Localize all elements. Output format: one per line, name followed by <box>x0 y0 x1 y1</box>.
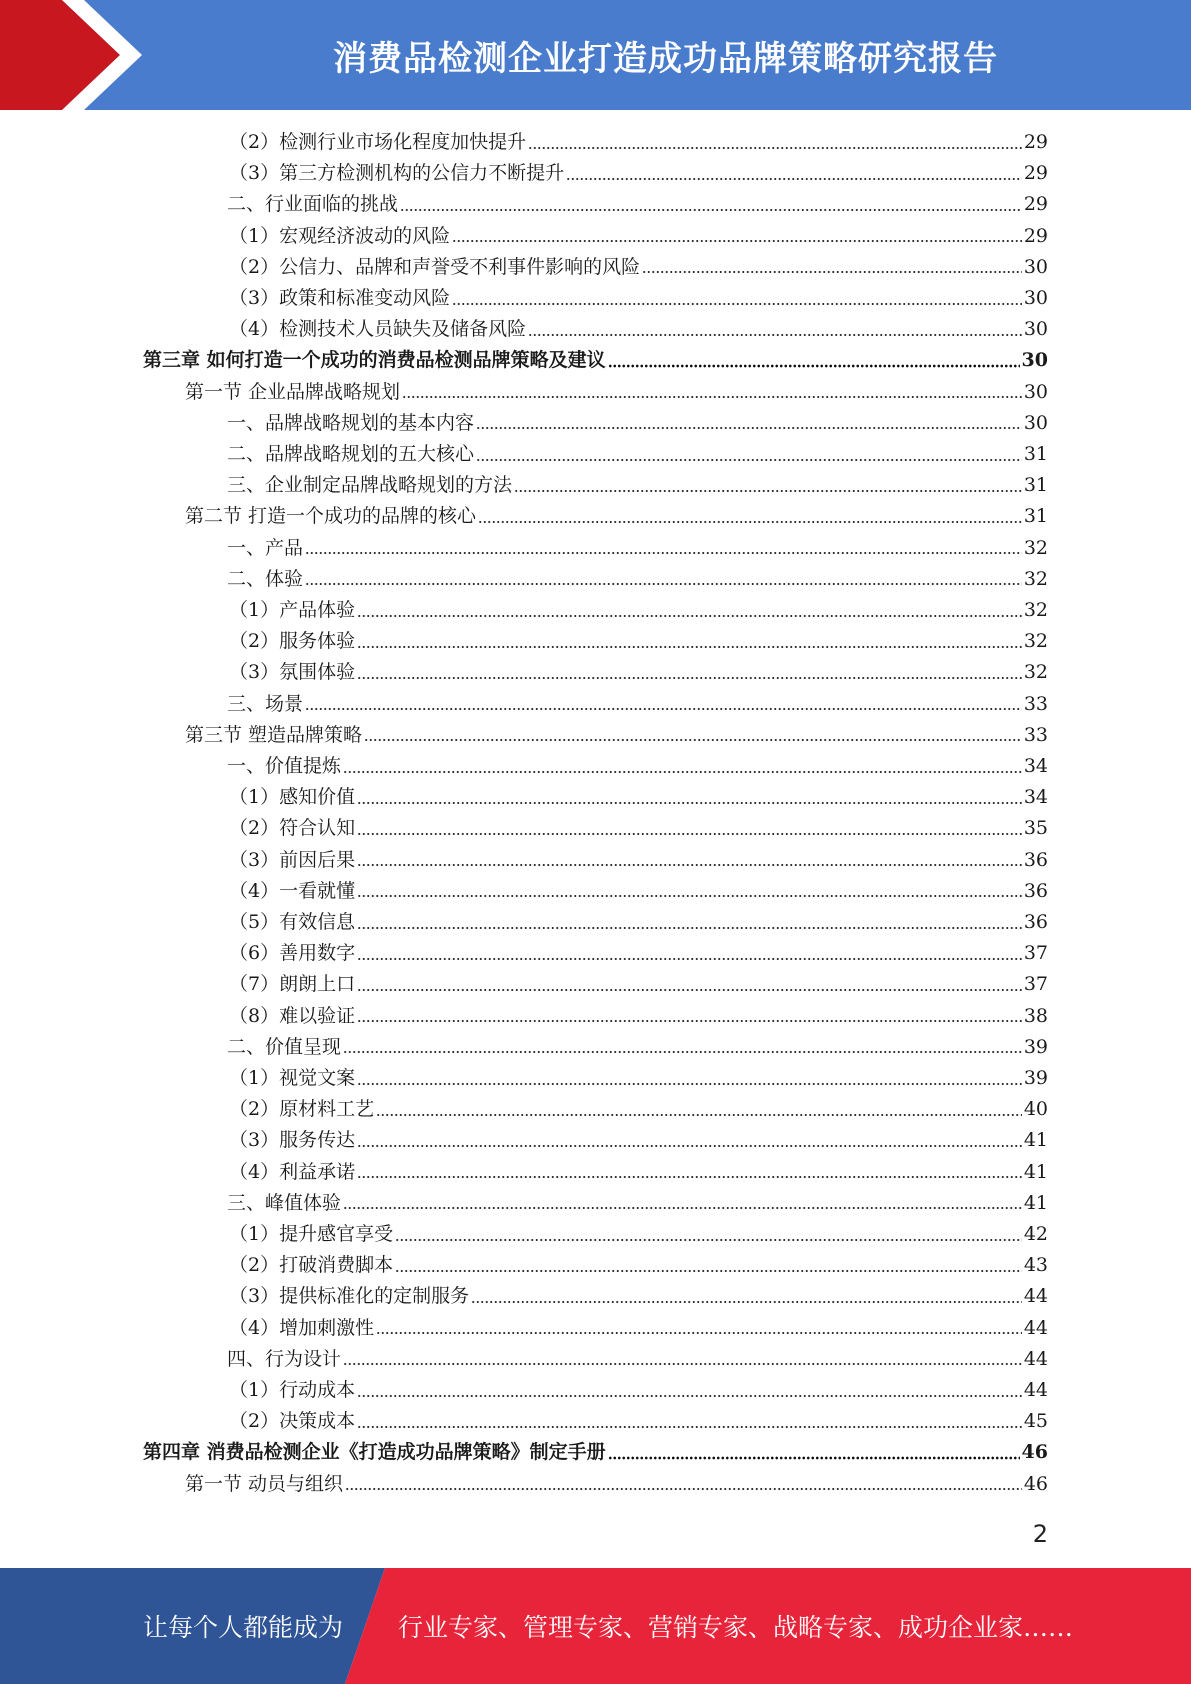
toc-entry-label: （3）服务传达 <box>229 1129 356 1152</box>
toc-entry-page: 41 <box>1023 1191 1048 1214</box>
toc-entry[interactable] <box>143 1437 1048 1468</box>
toc-entry-label: （3）氛围体验 <box>229 661 356 684</box>
toc-entry-label: 二、价值呈现 <box>227 1035 342 1058</box>
toc-entry[interactable] <box>229 1250 1048 1281</box>
toc-entry[interactable] <box>227 439 1048 470</box>
toc-entry[interactable] <box>227 1188 1048 1219</box>
toc-entry[interactable] <box>229 626 1048 657</box>
toc-dot-leader <box>471 1299 1022 1305</box>
document-title: 消费品检测企业打造成功品牌策略研究报告 <box>333 38 998 79</box>
toc-dot-leader <box>343 1361 1022 1367</box>
toc-dot-leader <box>642 269 1022 275</box>
toc-entry[interactable] <box>227 470 1048 501</box>
toc-entry-label: 二、品牌战略规划的五大核心 <box>227 443 475 465</box>
toc-dot-leader <box>400 207 1022 213</box>
toc-entry-page: 43 <box>1023 1254 1048 1277</box>
toc-entry[interactable] <box>143 345 1048 376</box>
arrow-decoration-icon <box>0 0 160 110</box>
toc-dot-leader <box>452 301 1022 307</box>
toc-entry-page: 34 <box>1023 755 1048 777</box>
toc-entry[interactable] <box>227 189 1048 220</box>
toc-dot-leader <box>357 987 1022 993</box>
toc-entry-label: （2）服务体验 <box>229 630 356 653</box>
toc-entry[interactable] <box>229 1094 1048 1125</box>
toc-entry-label: （3）政策和标准变动风险 <box>229 287 451 309</box>
toc-entry[interactable] <box>227 1032 1048 1063</box>
toc-entry-page: 40 <box>1023 1098 1048 1121</box>
toc-entry[interactable] <box>229 938 1048 969</box>
page-number: 2 <box>1032 1520 1048 1548</box>
toc-entry[interactable] <box>227 533 1048 564</box>
toc-entry-label: 第三章 如何打造一个成功的消费品检测品牌策略及建议 <box>143 349 606 372</box>
toc-entry-page: 32 <box>1023 661 1048 684</box>
toc-dot-leader <box>305 706 1022 712</box>
toc-dot-leader <box>343 1049 1022 1055</box>
toc-entry-label: （3）第三方检测机构的公信力不断提升 <box>229 162 565 185</box>
toc-dot-leader <box>478 519 1022 525</box>
toc-dot-leader <box>357 644 1022 650</box>
toc-entry[interactable] <box>227 689 1048 720</box>
toc-dot-leader <box>476 425 1022 431</box>
toc-entry-page: 46 <box>1023 1472 1048 1495</box>
toc-dot-leader <box>395 1237 1022 1243</box>
toc-entry-page: 44 <box>1023 1285 1048 1308</box>
toc-entry-page: 32 <box>1023 630 1048 653</box>
toc-entry-label: （6）善用数字 <box>229 942 356 965</box>
toc-dot-leader <box>357 1081 1022 1087</box>
toc-entry-label: （2）打破消费脚本 <box>229 1254 394 1277</box>
toc-entry-label: （4）增加刺激性 <box>229 1316 375 1339</box>
toc-entry-page: 44 <box>1023 1316 1048 1339</box>
toc-entry-page: 35 <box>1023 817 1048 840</box>
toc-entry-page: 46 <box>1021 1441 1048 1464</box>
toc-entry-page: 29 <box>1023 224 1048 247</box>
toc-entry-page: 33 <box>1023 692 1048 715</box>
toc-entry-page: 32 <box>1023 536 1048 559</box>
toc-entry[interactable] <box>185 1469 1048 1500</box>
toc-dot-leader <box>566 176 1022 182</box>
toc-entry-label: 二、体验 <box>227 567 304 590</box>
toc-entry-label: （2）符合认知 <box>229 817 356 840</box>
toc-entry-page: 29 <box>1023 131 1048 153</box>
toc-dot-leader <box>343 769 1022 775</box>
toc-entry-page: 45 <box>1023 1410 1048 1433</box>
toc-entry[interactable] <box>227 1344 1048 1375</box>
toc-entry[interactable] <box>227 751 1048 782</box>
toc-entry-page: 30 <box>1023 318 1048 341</box>
toc-entry-page: 30 <box>1023 287 1048 309</box>
toc-entry-label: （5）有效信息 <box>229 911 356 933</box>
toc-entry-page: 32 <box>1023 599 1048 621</box>
toc-entry-label: 一、价值提炼 <box>227 755 342 777</box>
toc-dot-leader <box>514 488 1022 494</box>
toc-entry-label: （1）视觉文案 <box>229 1067 356 1089</box>
toc-dot-leader <box>528 332 1022 338</box>
toc-dot-leader <box>357 893 1022 899</box>
toc-entry[interactable] <box>229 1001 1048 1032</box>
toc-dot-leader <box>608 363 1020 369</box>
toc-entry-page: 44 <box>1023 1347 1048 1370</box>
toc-entry-label: （1）感知价值 <box>229 786 356 809</box>
footer-slogan-right: 行业专家、管理专家、营销专家、战略专家、成功企业家…… <box>398 1613 1074 1642</box>
toc-entry-label: 一、产品 <box>227 536 304 559</box>
toc-dot-leader <box>402 394 1022 400</box>
toc-entry[interactable] <box>185 377 1048 408</box>
toc-entry-page: 31 <box>1023 443 1048 465</box>
toc-entry-label: （7）朗朗上口 <box>229 973 356 996</box>
toc-entry-page: 32 <box>1023 567 1048 590</box>
toc-dot-leader <box>357 1143 1022 1149</box>
toc-entry-page: 37 <box>1023 942 1048 965</box>
footer-slogan-left: 让每个人都能成为 <box>143 1613 344 1642</box>
toc-dot-leader <box>452 238 1022 244</box>
toc-dot-leader <box>376 1330 1022 1336</box>
toc-entry[interactable] <box>229 1313 1048 1344</box>
toc-entry-page: 36 <box>1023 879 1048 902</box>
toc-entry[interactable] <box>227 408 1048 439</box>
toc-entry-label: 第一节 动员与组织 <box>185 1472 344 1495</box>
toc-entry[interactable] <box>229 283 1048 314</box>
toc-dot-leader <box>357 800 1022 806</box>
toc-entry[interactable] <box>229 221 1048 252</box>
toc-entry-label: （4）一看就懂 <box>229 879 356 902</box>
toc-entry-label: 三、企业制定品牌战略规划的方法 <box>227 474 513 497</box>
toc-dot-leader <box>608 1455 1020 1461</box>
toc-entry-page: 36 <box>1023 848 1048 871</box>
toc-entry-page: 41 <box>1023 1129 1048 1152</box>
toc-entry[interactable] <box>185 720 1048 751</box>
toc-entry[interactable] <box>229 314 1048 345</box>
toc-dot-leader <box>345 1486 1022 1492</box>
toc-entry-page: 39 <box>1023 1067 1048 1089</box>
toc-entry[interactable] <box>229 907 1048 938</box>
toc-entry-label: （4）检测技术人员缺失及储备风险 <box>229 318 527 341</box>
toc-entry[interactable] <box>229 1157 1048 1188</box>
toc-dot-leader <box>357 925 1022 931</box>
toc-entry-page: 30 <box>1023 380 1048 403</box>
toc-dot-leader <box>357 1018 1022 1024</box>
toc-entry-label: 第四章 消费品检测企业《打造成功品牌策略》制定手册 <box>143 1441 606 1464</box>
toc-entry-label: 四、行为设计 <box>227 1347 342 1370</box>
toc-entry-label: （3）前因后果 <box>229 848 356 871</box>
toc-entry-label: 二、行业面临的挑战 <box>227 193 399 216</box>
toc-entry-page: 36 <box>1023 911 1048 933</box>
toc-entry[interactable] <box>229 1063 1048 1094</box>
toc-entry-page: 41 <box>1023 1160 1048 1183</box>
toc-entry-label: 三、峰值体验 <box>227 1191 342 1214</box>
toc-entry[interactable] <box>229 813 1048 844</box>
toc-entry-label: （2）决策成本 <box>229 1410 356 1433</box>
toc-dot-leader <box>357 1174 1022 1180</box>
toc-dot-leader <box>376 1112 1022 1118</box>
toc-entry-page: 31 <box>1023 474 1048 497</box>
toc-entry-page: 38 <box>1023 1004 1048 1027</box>
toc-entry[interactable] <box>229 1375 1048 1406</box>
toc-entry[interactable] <box>229 1281 1048 1312</box>
toc-entry[interactable] <box>185 501 1048 532</box>
toc-entry-label: （3）提供标准化的定制服务 <box>229 1285 470 1308</box>
toc-entry[interactable] <box>229 1406 1048 1437</box>
toc-entry-label: （1）提升感官享受 <box>229 1223 394 1245</box>
toc-entry-page: 39 <box>1023 1035 1048 1058</box>
toc-entry-label: （8）难以验证 <box>229 1004 356 1027</box>
toc-entry-page: 37 <box>1023 973 1048 996</box>
toc-entry-label: 第一节 企业品牌战略规划 <box>185 380 401 403</box>
toc-entry[interactable] <box>229 782 1048 813</box>
toc-entry-page: 34 <box>1023 786 1048 809</box>
toc-dot-leader <box>343 1205 1022 1211</box>
toc-entry-page: 33 <box>1023 723 1048 746</box>
toc-entry-label: 第二节 打造一个成功的品牌的核心 <box>185 505 477 528</box>
toc-entry-label: 一、品牌战略规划的基本内容 <box>227 411 475 434</box>
toc-dot-leader <box>357 675 1022 681</box>
toc-entry-page: 29 <box>1023 193 1048 216</box>
toc-entry-label: （1）宏观经济波动的风险 <box>229 224 451 247</box>
toc-entry-page: 44 <box>1023 1379 1048 1401</box>
toc-entry[interactable] <box>229 845 1048 876</box>
footer-banner <box>0 1568 1191 1684</box>
toc-dot-leader <box>357 956 1022 962</box>
toc-dot-leader <box>305 581 1022 587</box>
toc-entry-label: （2）公信力、品牌和声誉受不利事件影响的风险 <box>229 255 641 278</box>
toc-entry-page: 29 <box>1023 162 1048 185</box>
toc-entry-page: 31 <box>1023 505 1048 528</box>
toc-entry-label: （2）原材料工艺 <box>229 1098 375 1121</box>
toc-entry-label: （2）检测行业市场化程度加快提升 <box>229 131 527 153</box>
toc-dot-leader <box>357 831 1022 837</box>
toc-dot-leader <box>476 457 1022 463</box>
toc-entry[interactable] <box>229 595 1048 626</box>
toc-entry[interactable] <box>227 564 1048 595</box>
toc-entry-label: 第三节 塑造品牌策略 <box>185 723 363 746</box>
toc-entry-label: （1）行动成本 <box>229 1379 356 1401</box>
toc-entry-label: 三、场景 <box>227 692 304 715</box>
toc-dot-leader <box>528 145 1022 151</box>
toc-entry-label: （4）利益承诺 <box>229 1160 356 1183</box>
toc-dot-leader <box>357 1424 1022 1430</box>
toc-dot-leader <box>357 862 1022 868</box>
toc-dot-leader <box>357 613 1022 619</box>
toc-entry[interactable] <box>229 1219 1048 1250</box>
toc-entry-page: 30 <box>1023 411 1048 434</box>
toc-entry-label: （1）产品体验 <box>229 599 356 621</box>
header-banner <box>0 0 1191 110</box>
toc-dot-leader <box>357 1393 1022 1399</box>
toc-dot-leader <box>395 1268 1022 1274</box>
toc-entry[interactable] <box>229 252 1048 283</box>
toc-dot-leader <box>364 737 1022 743</box>
toc-entry[interactable] <box>229 657 1048 688</box>
toc-entry-page: 42 <box>1023 1223 1048 1245</box>
toc-dot-leader <box>305 550 1022 556</box>
toc-entry[interactable] <box>229 969 1048 1000</box>
toc-entry-page: 30 <box>1021 349 1048 372</box>
toc-entry[interactable] <box>229 158 1048 189</box>
toc-entry[interactable] <box>229 1125 1048 1156</box>
toc-entry[interactable] <box>229 876 1048 907</box>
toc-entry-page: 30 <box>1023 255 1048 278</box>
toc-entry[interactable] <box>229 127 1048 158</box>
